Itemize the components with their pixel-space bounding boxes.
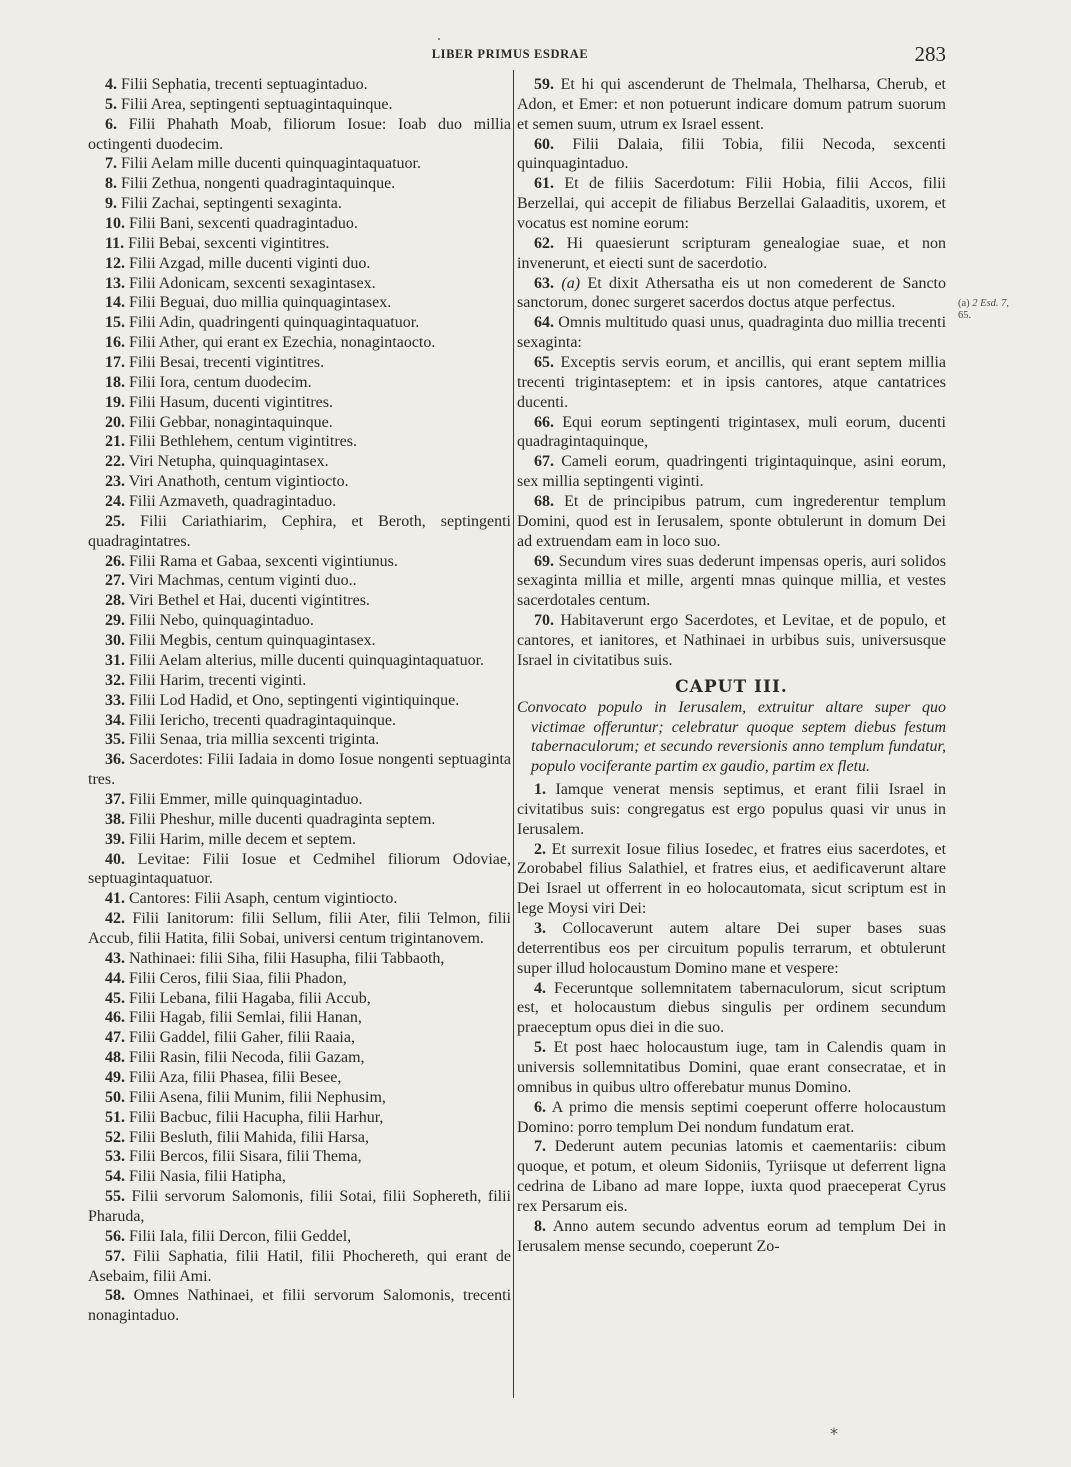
verse-number: 24. — [105, 493, 125, 511]
verse — [88, 750, 511, 790]
verse-text: Viri Bethel et Hai, ducenti vigintitres. — [128, 592, 370, 610]
verse — [88, 730, 511, 750]
verse-number: 55. — [105, 1188, 125, 1206]
verse — [88, 651, 511, 671]
verse-text: Filii Bacbuc, filii Hacupha, filii Harhur, — [129, 1108, 384, 1126]
verse — [88, 293, 511, 313]
verse-text: Filii Sephatia, trecenti septuagintaduo. — [121, 76, 368, 93]
verse-text: Filii Hasum, ducenti vigintitres. — [129, 393, 333, 411]
verse-number: 27. — [105, 572, 125, 590]
verses-chapter-2-end — [517, 75, 946, 671]
verse-number: 34. — [105, 711, 125, 729]
verse-text: Filii Lebana, filii Hagaba, filii Accub, — [129, 989, 371, 1007]
verse-text: Nathinaei: filii Siha, filii Hasupha, filii Tabbaoth, — [129, 949, 445, 967]
verse — [517, 919, 946, 979]
verse-text: Collocaverunt autem altare Dei super bases suas deterrentibus eos per circuitum populis terrarum, et obtulerunt super illud holocaustum Domino mane et vespere: — [517, 919, 947, 977]
verse-text: Habitaverunt ergo Sacerdotes, et Levitae, et de populo, et cantores, et ianitores, et Nathinaei in urbibus suis, universusque Israel in civitatibus suis. — [517, 612, 947, 669]
verse — [88, 333, 511, 353]
verse — [517, 492, 946, 552]
verse-text: Filii Bethlehem, centum vigintitres. — [129, 433, 357, 451]
verse-number: 11. — [105, 234, 125, 252]
verse-number: 29. — [105, 612, 125, 630]
verse — [88, 969, 511, 989]
verse-text: Filii Zethua, nongenti quadragintaquinque. — [121, 175, 396, 193]
verse — [88, 591, 511, 611]
verse — [517, 234, 946, 274]
verse — [88, 909, 511, 949]
verse-number: 64. — [534, 314, 554, 332]
verse-number: 37. — [105, 790, 125, 808]
verse-text: Filii Bebai, sexcenti vigintitres. — [128, 234, 330, 252]
margin-note-reference: 2 Esd. 7, — [972, 298, 1010, 309]
verse-text: Filii Gaddel, filii Gaher, filii Raaia, — [129, 1029, 355, 1047]
verse — [517, 75, 946, 135]
verse-number: 40. — [105, 850, 125, 868]
margin-cross-reference — [958, 298, 1038, 322]
verse-number: 47. — [105, 1029, 125, 1047]
verse — [88, 571, 511, 591]
verse — [88, 492, 511, 512]
verse-number: 23. — [105, 473, 125, 491]
verse-text: Filii Emmer, mille quinquagintaduo. — [129, 790, 363, 808]
verse-text: Et de filiis Sacerdotum: Filii Hobia, filii Accos, filii Berzellai, qui accepit de filiabus Berzellai Galaaditis, uxorem, et vocatus est nomine eorum: — [517, 175, 946, 233]
verse — [517, 353, 946, 413]
verse-text: Filii Aelam alterius, mille ducenti quinquagintaquatuor. — [129, 651, 485, 669]
verse — [88, 850, 511, 890]
verse — [88, 1167, 511, 1187]
verse-text: Sacerdotes: Filii Iadaia in domo Iosue nongenti septuaginta tres. — [88, 751, 511, 789]
verse-number: 7. — [105, 155, 117, 173]
verse-number: 2. — [534, 840, 546, 858]
verse-number: 51. — [105, 1108, 125, 1126]
verse-number: 61. — [534, 175, 554, 193]
verse-number: 42. — [105, 910, 125, 928]
verse-text: Filii Besluth, filii Mahida, filii Harsa, — [129, 1128, 369, 1146]
verse — [88, 1286, 511, 1326]
verse-number: 13. — [105, 274, 125, 292]
verse-text: Equi eorum septingenti trigintasex, muli eorum, ducenti quadragintaquinque, — [517, 413, 946, 451]
verse — [88, 512, 511, 552]
verse-number: 20. — [105, 413, 125, 431]
verse-text: Filii Adin, quadringenti quinquagintaquatuor. — [129, 314, 420, 332]
verse-number: 66. — [534, 413, 554, 431]
signature-mark: * — [830, 1424, 838, 1443]
verse — [88, 254, 511, 274]
verse — [517, 1217, 946, 1257]
chapter-heading: CAPUT III. — [675, 676, 788, 697]
verse — [88, 631, 511, 651]
verse-number: 54. — [105, 1168, 125, 1186]
verse-text: Filii servorum Salomonis, filii Sotai, filii Sophereth, filii Pharuda, — [88, 1188, 512, 1225]
verse-number: 43. — [105, 949, 125, 967]
verse-number: 17. — [105, 354, 125, 372]
verse-number: 14. — [105, 294, 125, 312]
verse-text: Exceptis servis eorum, et ancillis, qui erant septem millia trecenti trigintaseptem: et in ipsis cantores, atque cantatrices ducenti. — [517, 354, 947, 411]
verse-number: 32. — [105, 671, 125, 689]
verse-text: Et dixit Athersatha eis ut non comederent de Sancto sanctorum, donec surgeret sacerdos doctus atque perfectus. — [517, 274, 947, 312]
verse-number: 46. — [105, 1009, 125, 1027]
verse-text: Filii Hagab, filii Semlai, filii Hanan, — [129, 1009, 362, 1027]
verse — [88, 989, 511, 1009]
verse-number: 58. — [105, 1287, 125, 1305]
verse-text: Cameli eorum, quadringenti trigintaquinque, asini eorum, sex millia septingenti viginti. — [517, 453, 946, 491]
verse-number: 4. — [534, 979, 546, 997]
verse-text: Secundum vires suas dederunt impensas operis, auri solidos sexaginta millia et mille, argenti mnas quinque millia, et vestes sacerdotales centum. — [517, 552, 947, 610]
running-title: LIBER PRIMUS ESDRAE — [431, 47, 589, 61]
verse-number: 49. — [105, 1068, 125, 1086]
verse-text: Filii Harim, mille decem et septem. — [129, 830, 357, 848]
verse — [88, 1028, 511, 1048]
chapter-summary: Convocato populo in Ierusalem, extruitur altare super quo victimae offeruntur; celebratur quoque septem diebus festum tabernaculorum; et secundo reversionis anno templum fundatur, populo vociferante partim ex gaudio, partim ex fletu. — [517, 698, 946, 776]
verse-text: Filii Bercos, filii Sisara, filii Thema, — [129, 1148, 362, 1166]
verse-text: Filii Iericho, trecenti quadragintaquinque. — [129, 711, 397, 729]
verse — [88, 313, 511, 333]
page-number: 283 — [914, 42, 946, 66]
paper-speck — [438, 38, 440, 40]
verse-number: 62. — [534, 234, 554, 252]
verse — [517, 413, 946, 453]
verse — [517, 1038, 946, 1098]
column-divider — [513, 70, 514, 1398]
verse-number: 41. — [105, 890, 125, 908]
verse — [88, 790, 511, 810]
verse-text: Filii Nasia, filii Hatipha, — [129, 1168, 286, 1186]
verse — [88, 810, 511, 830]
verse-number: 63. — [534, 274, 554, 292]
verse-number: 60. — [534, 135, 554, 153]
verse-number: 5. — [105, 95, 117, 113]
verse — [88, 552, 511, 572]
verse-text: Filii Area, septingenti septuagintaquinque. — [121, 95, 393, 113]
verse-text: Hi quaesierunt scripturam genealogiae suae, et non invenerunt, et eiecti sunt de sacerdotio. — [517, 234, 947, 272]
verse — [88, 452, 511, 472]
verse — [517, 780, 946, 840]
verse-number: 35. — [105, 731, 125, 749]
verse-number: 15. — [105, 314, 125, 332]
verse-number: 57. — [105, 1247, 125, 1265]
verse-number: 7. — [534, 1138, 546, 1156]
verse-number: 6. — [534, 1098, 546, 1116]
verse-number: 21. — [105, 433, 125, 451]
verse-text: Filii Ather, qui erant ex Ezechia, nonagintaocto. — [129, 334, 436, 352]
verse-text: Et de principibus patrum, cum ingrederentur templum Domini, quod est in Ierusalem, sponte obtulerunt in domum Dei ad extruendam eam in loco suo. — [517, 493, 946, 550]
verse-text: Filii Dalaia, filii Tobia, filii Necoda, sexcenti quinquagintaduo. — [517, 135, 947, 173]
verse — [517, 840, 946, 919]
verse-number: 59. — [534, 76, 554, 93]
verse-number: 19. — [105, 393, 125, 411]
verse-number: 6. — [105, 115, 117, 133]
verse — [88, 154, 511, 174]
verse-text: Filii Zachai, septingenti sexaginta. — [121, 195, 342, 213]
verse — [88, 472, 511, 492]
verse-number: 50. — [105, 1088, 125, 1106]
verse-number: 39. — [105, 830, 125, 848]
verse — [517, 611, 946, 671]
verse-text: Anno autem secundo adventus eorum ad templum Dei in Ierusalem mense secundo, coeperunt Zo- — [517, 1217, 946, 1255]
verse-text: Filii Nebo, quinquagintaduo. — [129, 612, 314, 630]
verse — [88, 1008, 511, 1028]
verse-text: Filii Senaa, tria millia sexcenti triginta. — [129, 731, 380, 749]
verse — [88, 95, 511, 115]
verse — [88, 194, 511, 214]
verse — [88, 75, 511, 95]
verse-text: Filii Gebbar, nonagintaquinque. — [129, 413, 333, 431]
verse — [517, 979, 946, 1039]
verse — [88, 671, 511, 691]
verse-text: Filii Azgad, mille ducenti viginti duo. — [129, 254, 371, 272]
verse-number: 31. — [105, 651, 125, 669]
verse-text: Filii Lod Hadid, et Ono, septingenti vigintiquinque. — [129, 691, 460, 709]
verse-number: 12. — [105, 254, 125, 272]
verse-number: 26. — [105, 552, 125, 570]
verse-text: Filii Besai, trecenti vigintitres. — [129, 354, 325, 372]
verse-number: 25. — [105, 512, 125, 530]
verse-text: Filii Ianitorum: filii Sellum, filii Ater, filii Telmon, filii Accub, filii Hatita, filii Sobai, universi centum trigintanovem. — [88, 910, 511, 947]
verse-number: 69. — [534, 552, 554, 570]
verse — [88, 1068, 511, 1088]
verse-number: 56. — [105, 1227, 125, 1245]
verse — [88, 1227, 511, 1247]
verse — [88, 691, 511, 711]
verse-number: 48. — [105, 1049, 125, 1067]
verse-number: 68. — [534, 493, 554, 511]
margin-note-continuation: 65. — [958, 310, 972, 321]
verse-text: Filii Azmaveth, quadragintaduo. — [129, 493, 337, 511]
verse-number: 9. — [105, 195, 117, 213]
verse — [88, 1247, 511, 1287]
verse-text: Iamque venerat mensis septimus, et erant filii Israel in civitatibus suis: congregatus est ergo populus quasi vir unus in Ierusalem. — [517, 780, 947, 838]
verse-text: Omnes Nathinaei, et filii servorum Salomonis, trecenti nonagintaduo. — [88, 1287, 512, 1325]
verse-number: 5. — [534, 1039, 546, 1057]
verse — [88, 413, 511, 433]
verse — [88, 115, 511, 155]
verse-text: Filii Bani, sexcenti quadragintaduo. — [129, 215, 358, 233]
verse — [88, 1088, 511, 1108]
verse-text: Levitae: Filii Iosue et Cedmihel filiorum Odoviae, septuagintaquatuor. — [88, 850, 512, 888]
verse — [88, 830, 511, 850]
verse-text: Filii Cariathiarim, Cephira, et Beroth, septingenti quadragintatres. — [88, 512, 512, 550]
verse-text: Filii Pheshur, mille ducenti quadraginta septem. — [129, 810, 436, 828]
verse — [88, 949, 511, 969]
verse — [517, 174, 946, 234]
verse-text: Viri Anathoth, centum vigintiocto. — [128, 473, 349, 491]
verse-number: 53. — [105, 1148, 125, 1166]
verse-text: Filii Beguai, duo millia quinquagintasex. — [129, 294, 392, 312]
verse-number: 18. — [105, 373, 125, 391]
verse-number: 4. — [105, 76, 117, 93]
verse-text: Filii Aza, filii Phasea, filii Besee, — [129, 1068, 342, 1086]
verse-number: 8. — [105, 175, 117, 193]
verse-text: Filii Iora, centum duodecim. — [129, 373, 312, 391]
verse — [88, 274, 511, 294]
verse-number: 33. — [105, 691, 125, 709]
verse-number: 44. — [105, 969, 125, 987]
verse — [88, 432, 511, 452]
verse-text: Viri Netupha, quinquagintasex. — [128, 453, 329, 471]
verse-number: 30. — [105, 632, 125, 650]
verse — [88, 214, 511, 234]
verse-number: 16. — [105, 334, 125, 352]
verse-number: 67. — [534, 453, 554, 471]
verse-number: 8. — [534, 1217, 546, 1235]
verse — [88, 1128, 511, 1148]
verse — [517, 452, 946, 492]
verse-text: Filii Asena, filii Munim, filii Nephusim, — [129, 1088, 386, 1106]
verse-text: Filii Rasin, filii Necoda, filii Gazam, — [129, 1049, 365, 1067]
verse — [517, 1137, 946, 1216]
verse-number: 65. — [534, 354, 554, 372]
verse-text: Filii Rama et Gabaa, sexcenti vigintiunus. — [129, 552, 398, 570]
verse — [517, 313, 946, 353]
verse-number: 3. — [534, 919, 546, 937]
verse-text: Omnis multitudo quasi unus, quadraginta duo millia trecenti sexaginta: — [517, 314, 947, 352]
verses-chapter-3 — [517, 780, 946, 1257]
verse-number: 38. — [105, 810, 125, 828]
verse-text: Filii Adonicam, sexcenti sexagintasex. — [129, 274, 376, 292]
verse-text: A primo die mensis septimi coeperunt offerre holocaustum Domino: porro templum Dei nondum fundatum erat. — [517, 1098, 946, 1136]
verse — [88, 234, 511, 254]
verse — [88, 1147, 511, 1167]
verse-text: Feceruntque sollemnitatem tabernaculorum, sicut scriptum est, et holocaustum diebus singulis per ordinem secundum praeceptum opus diei in die suo. — [517, 979, 946, 1037]
verse-number: 10. — [105, 215, 125, 233]
verse — [88, 1048, 511, 1068]
verse-number: 52. — [105, 1128, 125, 1146]
verse-number: 70. — [534, 612, 554, 630]
margin-note-marker: (a) — [958, 298, 970, 309]
verse-text: Filii Ceros, filii Siaa, filii Phadon, — [129, 969, 347, 987]
verse — [88, 1108, 511, 1128]
verse-text: Filii Aelam mille ducenti quinquagintaquatuor. — [121, 155, 421, 173]
verse — [88, 611, 511, 631]
verse — [517, 274, 946, 314]
verse-text: Cantores: Filii Asaph, centum vigintiocto. — [129, 890, 398, 908]
verse-number: 36. — [105, 751, 125, 769]
verse — [517, 1098, 946, 1138]
verse-number: 22. — [105, 453, 125, 471]
left-column — [88, 75, 511, 1326]
verse — [88, 889, 511, 909]
verse-text: Filii Phahath Moab, filiorum Iosue: Ioab duo millia octingenti duodecim. — [88, 115, 512, 153]
verse — [88, 1187, 511, 1227]
verse-text: Dederunt autem pecunias latomis et caementariis: cibum quoque, et potum, et oleum Sidoniis, Tyriisque ut deferrent ligna cedrina de Libano ad mare Ioppe, iuxta quod praeceperat Cyrus rex Persarum eis. — [517, 1138, 946, 1216]
verse-number: 45. — [105, 989, 125, 1007]
verse-text: Et post haec holocaustum iuge, tam in Calendis quam in universis sollemnitatibus Domini, quae erant consecratae, et in omnibus in quibus ultro offerebatur munus Domino. — [517, 1039, 946, 1096]
verse-number: 1. — [534, 780, 546, 798]
footnote-ref: (a) — [561, 274, 581, 292]
verse — [88, 711, 511, 731]
verse — [88, 174, 511, 194]
verse-text: Viri Machmas, centum viginti duo.. — [128, 572, 357, 590]
verse-number: 28. — [105, 592, 125, 610]
verse — [88, 393, 511, 413]
verse-text: Filii Harim, trecenti viginti. — [129, 671, 307, 689]
verse — [88, 373, 511, 393]
verse-text: Filii Megbis, centum quinquagintasex. — [129, 632, 376, 650]
right-column — [517, 75, 946, 1257]
verse-text: Et hi qui ascenderunt de Thelmala, Thelharsa, Cherub, et Adon, et Emer: et non potuerunt indicare domum patrum suorum et semen suum, utrum ex Israel essent. — [517, 76, 947, 133]
verse-text: Filii Saphatia, filii Hatil, filii Phochereth, qui erant de Asebaim, filii Ami. — [88, 1247, 512, 1285]
verse — [517, 552, 946, 612]
verse — [517, 135, 946, 175]
verse — [88, 353, 511, 373]
verse-text: Et surrexit Iosue filius Iosedec, et fratres eius sacerdotes, et Zorobabel filius Salathiel, et fratres eius, et aedificaverunt altare Dei Israel ut offerrent in eo holocautomata, sicut scriptum est in lege Moysi viri Dei: — [517, 840, 947, 918]
verse-text: Filii Iala, filii Dercon, filii Geddel, — [129, 1227, 352, 1245]
